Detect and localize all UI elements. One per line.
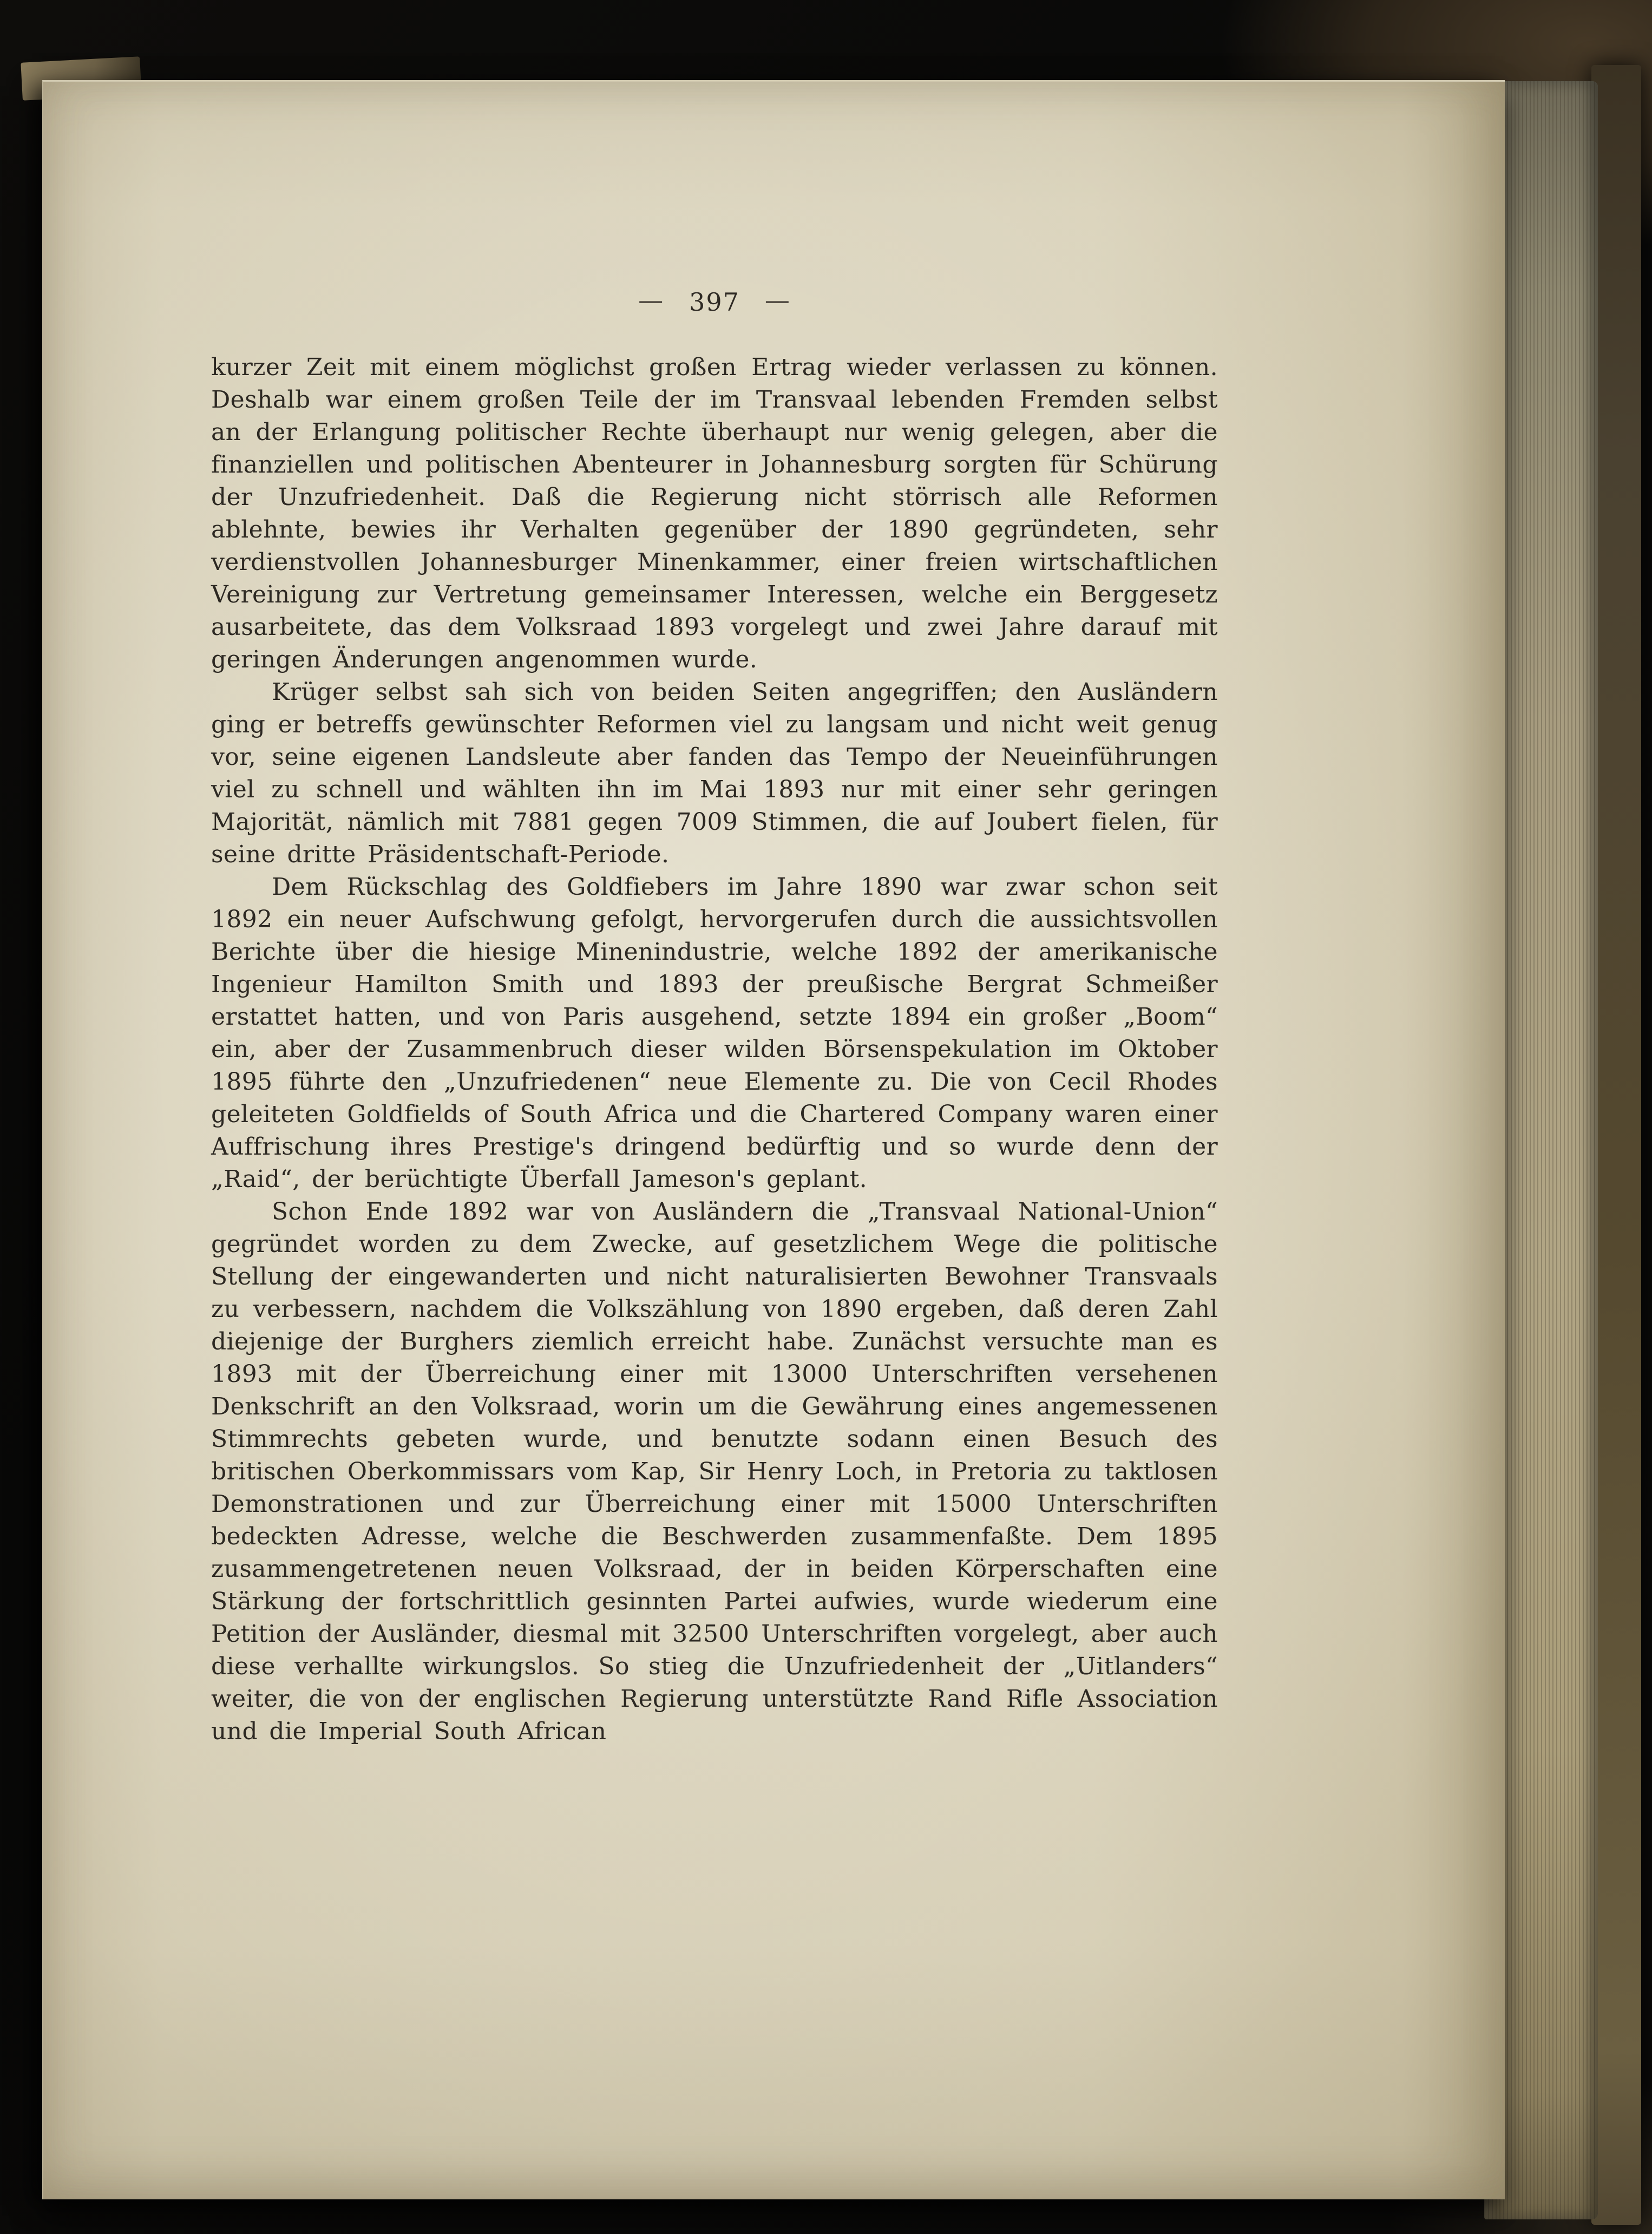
paragraph-2: Krüger selbst sah sich von beiden Seiten angegriffen; den Ausländern ging er betreffs gewünschter Reformen viel zu langsam und nicht weit genug vor, seine eigenen Landsleute aber fanden das Tempo der Neueinführungen viel zu schnell und wählten ihn im Mai 1893 nur mit einer sehr geringen Majorität, nämlich mit 7881 gegen 7009 Stimmen, die auf Joubert fielen, für seine dritte Präsidentschaft-Periode.	[211, 678, 1218, 868]
page-number: 397	[689, 287, 740, 317]
paragraph-4: Schon Ende 1892 war von Ausländern die „Transvaal National-Union“ gegründet worden zu dem Zwecke, auf gesetzlichem Wege die politische Stellung der eingewanderten und nicht naturalisierten Bewohner Transvaals zu verbessern, nachdem die Volkszählung von 1890 ergeben, daß deren Zahl diejenige der Burghers ziemlich erreicht habe. Zunächst versuchte man es 1893 mit der Überreichung einer mit 13000 Unterschriften versehenen Denkschrift an den Volksraad, worin um die Gewährung eines angemessenen Stimmrechts gebeten wurde, und benutzte sodann einen Besuch des britischen Oberkommissars vom Kap, Sir Henry Loch, in Pretoria zu taktlosen Demonstrationen und zur Überreichung einer mit 15000 Unterschriften bedeckten Adresse, welche die Beschwerden zusammenfaßte. Dem 1895 zusammengetretenen neuen Volksraad, der in beiden Körperschaften eine Stärkung der fortschrittlich gesinnten Partei aufwies, wurde wiederum eine Petition der Ausländer, diesmal mit 32500 Unterschriften vorgelegt, aber auch diese verhallte wirkungslos. So stieg die Unzufriedenheit der „Uitlanders“ weiter, die von der englischen Regierung unterstützte Rand Rifle Association und die Imperial South African	[211, 1198, 1218, 1745]
page-header	[211, 287, 1218, 317]
book-page	[42, 80, 1505, 2199]
paragraph-1: kurzer Zeit mit einem möglichst großen Ertrag wieder verlassen zu können. Deshalb war einem großen Teile der im Transvaal lebenden Fremden selbst an der Erlangung politischer Rechte überhaupt nur wenig gelegen, aber die finanziellen und politischen Abenteurer in Johannesburg sorgten für Schürung der Unzufriedenheit. Daß die Regierung nicht störrisch alle Reformen ablehnte, bewies ihr Verhalten gegenüber der 1890 gegründeten, sehr verdienstvollen Johannesburger Minenkammer, einer freien wirtschaftlichen Vereinigung zur Vertretung gemeinsamer Interessen, welche ein Berggesetz ausarbeitete, das dem Volksraad 1893 vorgelegt und zwei Jahre darauf mit geringen Änderungen angenommen wurde.	[211, 353, 1218, 673]
book-cover-edge	[1591, 65, 1641, 2225]
page-number-dash-right: —	[764, 285, 791, 315]
page-number-dash-left: —	[638, 285, 665, 315]
page-text	[211, 351, 1218, 1748]
paragraph-3: Dem Rückschlag des Goldfiebers im Jahre 1890 war zwar schon seit 1892 ein neuer Aufschwung gefolgt, hervorgerufen durch die aussichtsvollen Berichte über die hiesige Minenindustrie, welche 1892 der amerikanische Ingenieur Hamilton Smith und 1893 der preußische Bergrat Schmeißer erstattet hatten, und von Paris ausgehend, setzte 1894 ein großer „Boom“ ein, aber der Zusammenbruch dieser wilden Börsenspekulation im Oktober 1895 führte den „Unzufriedenen“ neue Elemente zu. Die von Cecil Rhodes geleiteten Goldfields of South Africa und die Chartered Company waren einer Auffrischung ihres Prestige's dringend bedürftig und so wurde denn der „Raid“, der berüchtigte Überfall Jameson's geplant.	[211, 873, 1218, 1193]
